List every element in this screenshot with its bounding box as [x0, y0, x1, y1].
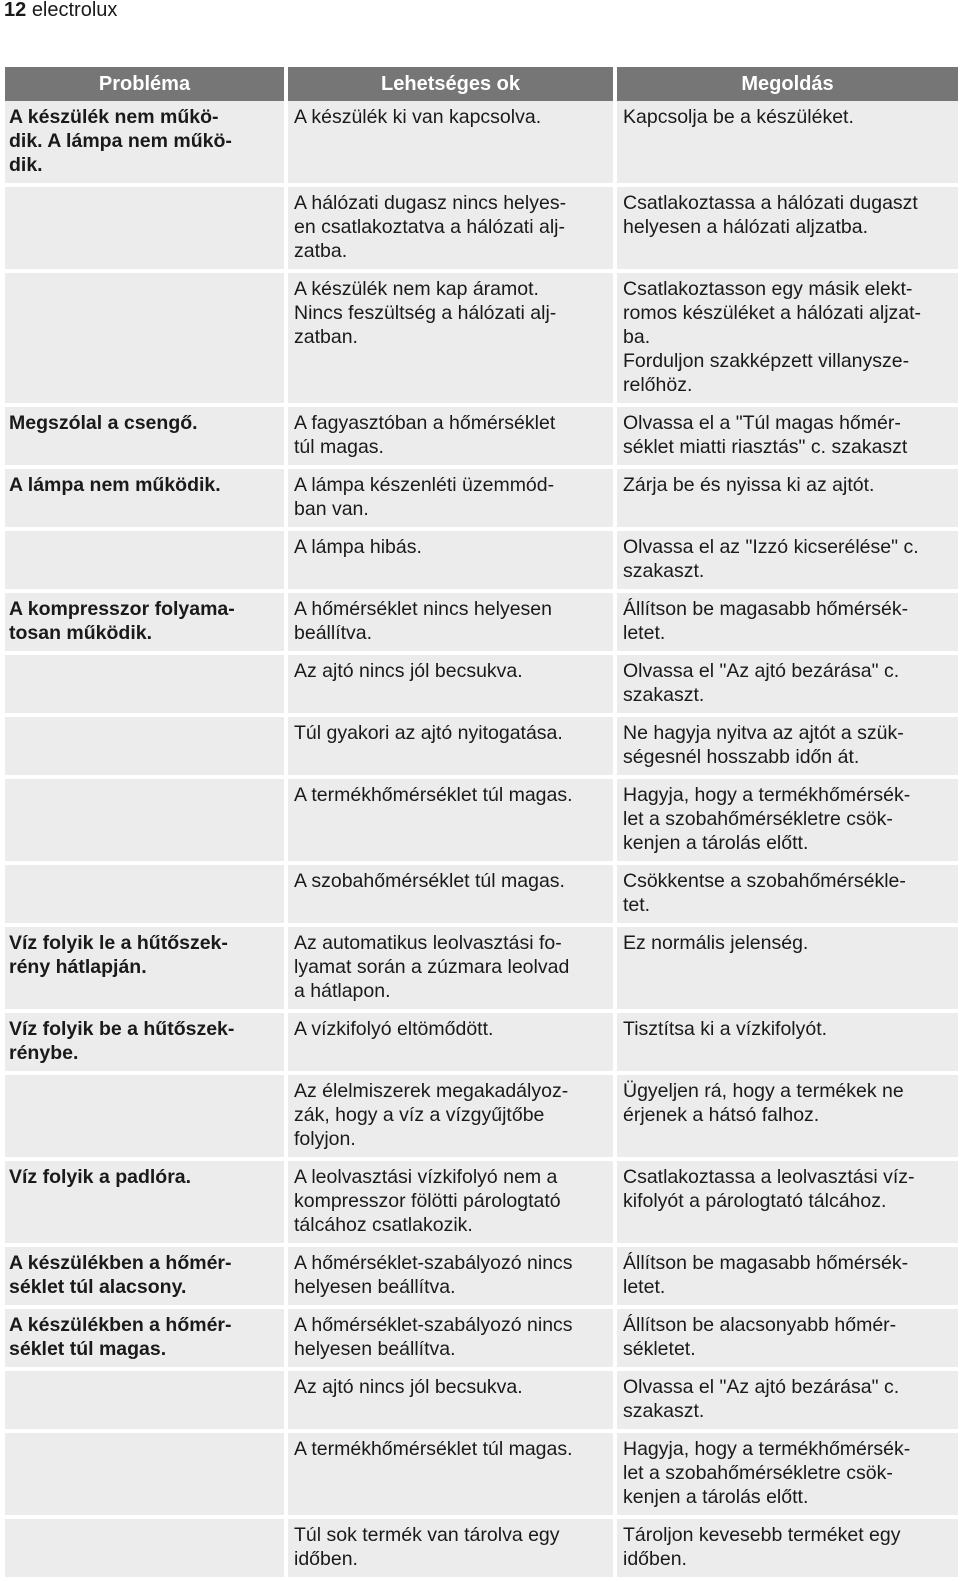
cause-cell-text: A készülék nem kap áramot. Nincs feszültség a hálózati alj- zatban.	[294, 278, 557, 348]
cause-cell-text: A lámpa hibás.	[294, 536, 422, 558]
solution-cell-text: Olvassa el "Az ajtó bezárása" c. szakaszt.	[623, 660, 900, 706]
cause-cell-text: A hőmérséklet nincs helyesen beállítva.	[294, 598, 552, 644]
cause-cell-text: Az automatikus leolvasztási fo- lyamat során a zúzmara leolvad a hátlapon.	[294, 932, 570, 1002]
solution-cell	[617, 593, 958, 655]
problem-cell-text: A kompresszor folyama- tosan működik.	[9, 598, 235, 644]
cause-cell-text: A termékhőmérséklet túl magas.	[294, 784, 573, 806]
cause-cell	[288, 593, 617, 655]
solution-cell-text: Ügyeljen rá, hogy a termékek ne érjenek a hátsó falhoz.	[623, 1080, 904, 1126]
table-row	[5, 531, 958, 593]
solution-cell-text: Tisztítsa ki a vízkifolyót.	[623, 1018, 828, 1040]
table-header-row	[5, 67, 958, 101]
solution-cell	[617, 101, 958, 187]
solution-cell	[617, 1075, 958, 1161]
cause-cell	[288, 469, 617, 531]
problem-cell	[5, 187, 288, 273]
solution-cell-text: Olvassa el az "Izzó kicserélése" c. szakaszt.	[623, 536, 919, 582]
cause-cell	[288, 1309, 617, 1371]
problem-cell	[5, 1371, 288, 1433]
table-row	[5, 273, 958, 407]
problem-cell	[5, 273, 288, 407]
problem-cell-text: A készülékben a hőmér- séklet túl alacsony.	[9, 1252, 232, 1298]
cause-cell-text: Az ajtó nincs jól becsukva.	[294, 660, 523, 682]
cause-cell	[288, 779, 617, 865]
cause-cell-text: Az élelmiszerek megakadályoz- zák, hogy a víz a vízgyűjtőbe folyjon.	[294, 1080, 569, 1150]
solution-cell-text: Olvassa el a "Túl magas hőmér- séklet miatti riasztás" c. szakaszt	[623, 412, 908, 458]
solution-cell-text: Hagyja, hogy a termékhőmérsék- let a szobahőmérsékletre csök- kenjen a tárolás előtt.	[623, 1438, 911, 1508]
problem-cell	[5, 407, 288, 469]
problem-cell-text: Megszólal a csengő.	[9, 412, 198, 434]
solution-cell	[617, 273, 958, 407]
solution-cell	[617, 187, 958, 273]
table-row	[5, 1013, 958, 1075]
problem-cell	[5, 101, 288, 187]
cause-cell-text: Az ajtó nincs jól becsukva.	[294, 1376, 523, 1398]
solution-cell-text: Csatlakoztassa a hálózati dugaszt helyesen a hálózati aljzatba.	[623, 192, 918, 238]
problem-cell	[5, 593, 288, 655]
solution-cell	[617, 655, 958, 717]
problem-cell	[5, 1075, 288, 1161]
solution-cell	[617, 1161, 958, 1247]
table-row	[5, 779, 958, 865]
solution-cell-text: Zárja be és nyissa ki az ajtót.	[623, 474, 875, 496]
problem-cell	[5, 1519, 288, 1581]
cause-cell-text: A szobahőmérséklet túl magas.	[294, 870, 565, 892]
page-header	[4, 0, 117, 22]
problem-cell-text: A készülékben a hőmér- séklet túl magas.	[9, 1314, 232, 1360]
cause-cell	[288, 1247, 617, 1309]
table-row	[5, 1519, 958, 1581]
problem-cell-text: Víz folyik le a hűtőszek- rény hátlapján.	[9, 932, 228, 978]
brand-name: electrolux	[31, 0, 118, 21]
table-row	[5, 1433, 958, 1519]
problem-cell	[5, 1013, 288, 1075]
cause-cell	[288, 1075, 617, 1161]
table-row	[5, 1371, 958, 1433]
solution-cell	[617, 779, 958, 865]
table-row	[5, 187, 958, 273]
cause-cell-text: A fagyasztóban a hőmérséklet túl magas.	[294, 412, 556, 458]
solution-cell	[617, 1013, 958, 1075]
cause-cell	[288, 1161, 617, 1247]
solution-cell	[617, 1309, 958, 1371]
problem-cell	[5, 865, 288, 927]
solution-cell	[617, 1371, 958, 1433]
table-row	[5, 655, 958, 717]
cause-cell	[288, 273, 617, 407]
cause-cell	[288, 407, 617, 469]
solution-cell	[617, 927, 958, 1013]
cause-cell	[288, 1371, 617, 1433]
table-row	[5, 593, 958, 655]
cause-cell	[288, 187, 617, 273]
solution-cell	[617, 717, 958, 779]
solution-cell-text: Állítson be alacsonyabb hőmér- sékletet.	[623, 1314, 897, 1360]
solution-cell	[617, 865, 958, 927]
table-row	[5, 1075, 958, 1161]
column-header-solution: Megoldás	[617, 67, 958, 101]
problem-cell	[5, 717, 288, 779]
cause-cell-text: A leolvasztási vízkifolyó nem a kompresszor fölötti párologtató tálcához csatlakozik.	[294, 1166, 561, 1236]
solution-cell	[617, 531, 958, 593]
problem-cell	[5, 1161, 288, 1247]
cause-cell-text: Túl gyakori az ajtó nyitogatása.	[294, 722, 563, 744]
problem-cell	[5, 927, 288, 1013]
cause-cell	[288, 1433, 617, 1519]
problem-cell-text: Víz folyik be a hűtőszek- rénybe.	[9, 1018, 235, 1064]
solution-cell	[617, 407, 958, 469]
column-header-problem: Probléma	[5, 67, 288, 101]
cause-cell	[288, 927, 617, 1013]
table-row	[5, 1161, 958, 1247]
table-row	[5, 469, 958, 531]
cause-cell-text: A hőmérséklet-szabályozó nincs helyesen beállítva.	[294, 1252, 573, 1298]
solution-cell	[617, 469, 958, 531]
cause-cell-text: A vízkifolyó eltömődött.	[294, 1018, 494, 1040]
cause-cell	[288, 101, 617, 187]
solution-cell-text: Hagyja, hogy a termékhőmérsék- let a szobahőmérsékletre csök- kenjen a tárolás előtt.	[623, 784, 911, 854]
cause-cell-text: A lámpa készenléti üzemmód- ban van.	[294, 474, 555, 520]
problem-cell	[5, 1433, 288, 1519]
solution-cell-text: Csatlakoztassa a leolvasztási víz- kifolyót a párologtató tálcához.	[623, 1166, 915, 1212]
problem-cell	[5, 531, 288, 593]
solution-cell	[617, 1433, 958, 1519]
table-row	[5, 407, 958, 469]
table-row	[5, 1309, 958, 1371]
solution-cell	[617, 1247, 958, 1309]
page-number: 12	[4, 0, 27, 21]
table-body	[5, 101, 958, 1581]
cause-cell	[288, 1013, 617, 1075]
cause-cell-text: A készülék ki van kapcsolva.	[294, 106, 542, 128]
cause-cell-text: A hőmérséklet-szabályozó nincs helyesen beállítva.	[294, 1314, 573, 1360]
problem-cell	[5, 655, 288, 717]
solution-cell-text: Állítson be magasabb hőmérsék- letet.	[623, 598, 909, 644]
problem-cell	[5, 779, 288, 865]
cause-cell	[288, 717, 617, 779]
solution-cell-text: Olvassa el "Az ajtó bezárása" c. szakaszt.	[623, 1376, 900, 1422]
cause-cell-text: A hálózati dugasz nincs helyes- en csatlakoztatva a hálózati alj- zatba.	[294, 192, 567, 262]
cause-cell	[288, 1519, 617, 1581]
cause-cell-text: A termékhőmérséklet túl magas.	[294, 1438, 573, 1460]
problem-cell	[5, 469, 288, 531]
problem-cell-text: Víz folyik a padlóra.	[9, 1166, 192, 1188]
solution-cell-text: Csökkentse a szobahőmérsékle- tet.	[623, 870, 906, 916]
problem-cell	[5, 1309, 288, 1371]
solution-cell-text: Csatlakoztasson egy másik elekt- romos készüléket a hálózati aljzat- ba. Forduljon szakképzett villanysze- relőhöz.	[623, 278, 922, 396]
solution-cell-text: Ez normális jelenség.	[623, 932, 809, 954]
problem-cell-text: A lámpa nem működik.	[9, 474, 221, 496]
problem-cell	[5, 1247, 288, 1309]
table-row	[5, 717, 958, 779]
column-header-cause: Lehetséges ok	[288, 67, 617, 101]
cause-cell	[288, 655, 617, 717]
table-row	[5, 927, 958, 1013]
table-row	[5, 1247, 958, 1309]
solution-cell-text: Ne hagyja nyitva az ajtót a szük- ségesnél hosszabb időn át.	[623, 722, 904, 768]
troubleshooting-table	[5, 67, 958, 1581]
problem-cell-text: A készülék nem műkö- dik. A lámpa nem műkö- dik.	[9, 106, 232, 176]
table-row	[5, 101, 958, 187]
cause-cell	[288, 865, 617, 927]
solution-cell-text: Tároljon kevesebb terméket egy időben.	[623, 1524, 901, 1570]
cause-cell	[288, 531, 617, 593]
table-row	[5, 865, 958, 927]
solution-cell	[617, 1519, 958, 1581]
solution-cell-text: Állítson be magasabb hőmérsék- letet.	[623, 1252, 909, 1298]
solution-cell-text: Kapcsolja be a készüléket.	[623, 106, 854, 128]
cause-cell-text: Túl sok termék van tárolva egy időben.	[294, 1524, 560, 1570]
